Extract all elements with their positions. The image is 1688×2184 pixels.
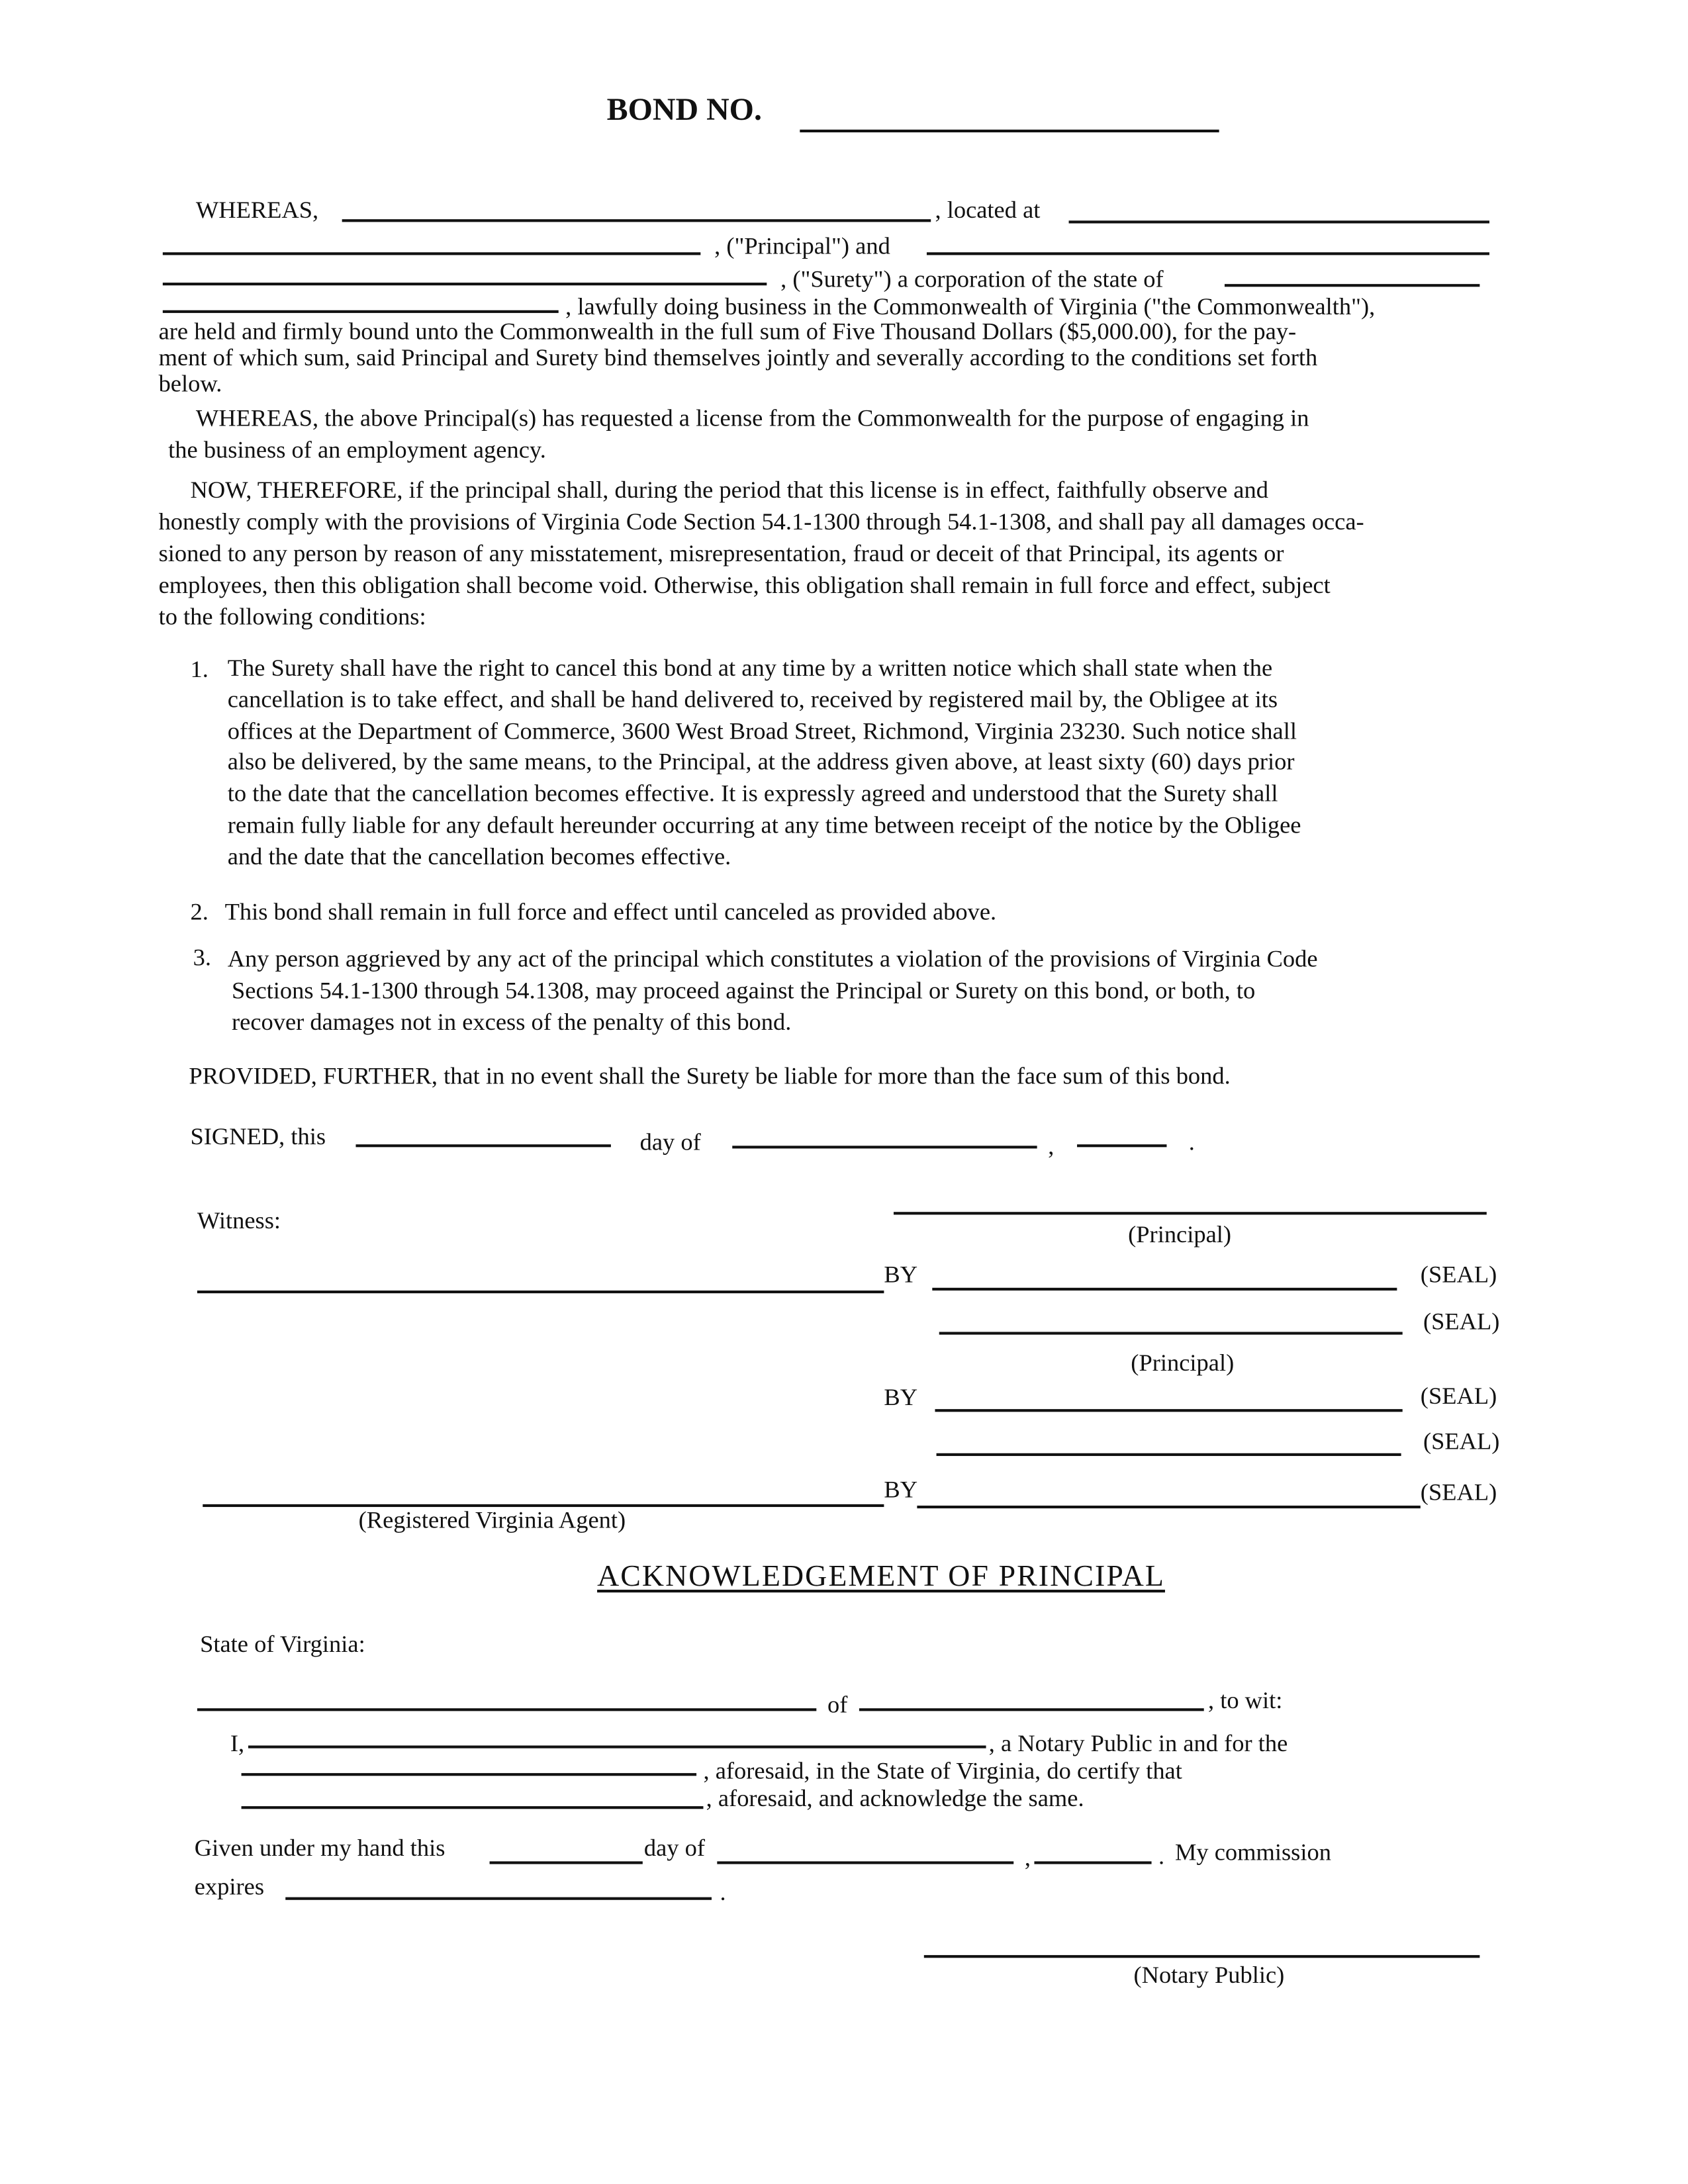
notary-signature-field[interactable]	[924, 1955, 1480, 1958]
aforesaid-acknowledge-text: , aforesaid, and acknowledge the same.	[706, 1784, 1084, 1812]
signed-day-field[interactable]	[355, 1144, 610, 1147]
signature-field[interactable]	[939, 1332, 1403, 1334]
notary-public-label: (Notary Public)	[1133, 1960, 1285, 1989]
text-line: recover damages not in excess of the penalty of this bond.	[231, 1007, 792, 1036]
text-line: ment of which sum, said Principal and Surety bind themselves jointly and severally according to the conditions set forth	[158, 343, 1318, 371]
county-of-field[interactable]	[859, 1708, 1204, 1711]
day-of-label: day of	[639, 1128, 701, 1156]
condition-1	[228, 652, 1301, 872]
text-line: offices at the Department of Commerce, 3600 West Broad Street, Richmond, Virginia 23230. Such notice shall	[227, 716, 1297, 745]
principal-label: (Principal)	[1131, 1348, 1235, 1377]
given-year-field[interactable]	[1034, 1861, 1151, 1864]
condition-2: This bond shall remain in full force and effect until canceled as provided above.	[224, 897, 997, 925]
seal-label: (SEAL)	[1420, 1260, 1497, 1288]
witness-signature-field[interactable]	[197, 1291, 884, 1293]
principal-name-field[interactable]	[342, 219, 931, 222]
whereas-paragraph	[168, 402, 1309, 466]
to-wit-label: , to wit:	[1207, 1686, 1283, 1714]
period: .	[1158, 1842, 1165, 1870]
seal-label: (SEAL)	[1420, 1478, 1497, 1506]
by-signature-field[interactable]	[932, 1288, 1397, 1291]
condition-number: 1.	[190, 655, 209, 683]
located-at-label: , located at	[935, 195, 1041, 224]
given-day-field[interactable]	[490, 1861, 643, 1864]
principal-and-label: , ("Principal") and	[714, 231, 890, 259]
surety-state-field-2[interactable]	[163, 310, 559, 313]
expires-label: expires	[194, 1872, 265, 1900]
lawfully-text: , lawfully doing business in the Commonwealth of Virginia ("the Commonwealth"),	[565, 292, 1376, 320]
now-therefore-paragraph	[159, 475, 1364, 633]
condition-number: 2.	[190, 897, 209, 925]
state-label: State of Virginia:	[200, 1629, 365, 1658]
text-line: honestly comply with the provisions of Virginia Code Section 54.1-1300 through 54.1-1308, and shall pay all damages occa-	[158, 507, 1364, 535]
text-line: Any person aggrieved by any act of the principal which constitutes a violation of the provisions of Virginia Code	[227, 944, 1318, 972]
text-line: and the date that the cancellation becomes effective.	[227, 842, 731, 870]
surety-name-field[interactable]	[927, 252, 1489, 255]
principal-address-field-2[interactable]	[163, 252, 700, 255]
by-label: BY	[884, 1475, 918, 1503]
whereas-label: WHEREAS,	[195, 195, 319, 224]
principal-address-field[interactable]	[1069, 220, 1489, 223]
aforesaid-text: , aforesaid, in the State of Virginia, do certify that	[703, 1756, 1182, 1784]
text-line: to the date that the cancellation becomes effective. It is expressly agreed and understood that the Surety shall	[227, 779, 1278, 807]
surety-name-field-2[interactable]	[163, 283, 767, 285]
jurisdiction-field[interactable]	[242, 1773, 696, 1776]
text-line: are held and firmly bound unto the Commonwealth in the full sum of Five Thousand Dollars ($5,000.00), for the pay-	[158, 317, 1297, 345]
by-label: BY	[884, 1383, 918, 1411]
notary-public-text: , a Notary Public in and for the	[988, 1729, 1288, 1757]
by-signature-field[interactable]	[935, 1409, 1402, 1412]
period: .	[720, 1878, 726, 1906]
of-label: of	[827, 1690, 848, 1718]
signed-month-field[interactable]	[732, 1146, 1037, 1148]
text-line: The Surety shall have the right to cancel this bond at any time by a written notice which shall state when the	[227, 653, 1273, 682]
bond-number-field[interactable]	[800, 130, 1219, 132]
text-line: the business of an employment agency.	[168, 435, 546, 463]
condition-number: 3.	[193, 942, 212, 971]
by-label: BY	[884, 1260, 918, 1288]
agent-by-signature-field[interactable]	[917, 1506, 1420, 1508]
day-of-label: day of	[643, 1833, 706, 1862]
given-label: Given under my hand this	[194, 1833, 445, 1862]
comma: ,	[1048, 1132, 1055, 1160]
registered-agent-label: (Registered Virginia Agent)	[358, 1505, 626, 1533]
comma: ,	[1024, 1843, 1031, 1872]
witness-label: Witness:	[197, 1206, 281, 1234]
surety-state-field[interactable]	[1225, 284, 1479, 287]
text-line: to the following conditions:	[158, 602, 426, 631]
i-label: I,	[230, 1729, 245, 1757]
text-line: cancellation is to take effect, and shall be hand delivered to, received by registered mail by, the Obligee at its	[227, 684, 1278, 713]
signed-year-field[interactable]	[1077, 1144, 1166, 1147]
seal-label: (SEAL)	[1423, 1306, 1500, 1335]
surety-label: , ("Surety") a corporation of the state of	[780, 264, 1164, 293]
text-line: also be delivered, by the same means, to the Principal, at the address given above, at least sixty (60) days prior	[227, 747, 1295, 776]
period: .	[1188, 1128, 1195, 1156]
certified-person-field[interactable]	[242, 1806, 704, 1809]
commission-expires-field[interactable]	[285, 1897, 712, 1900]
text-line: NOW, THEREFORE, if the principal shall, during the period that this license is in effect, faithfully observe and	[190, 475, 1268, 504]
text-line: employees, then this obligation shall become void. Otherwise, this obligation shall remain in full force and effect, subject	[158, 570, 1331, 599]
principal-label: (Principal)	[1128, 1220, 1232, 1248]
condition-3	[228, 943, 1318, 1038]
text-line: Sections 54.1-1300 through 54.1308, may proceed against the Principal or Surety on this bond, or both, to	[231, 976, 1256, 1004]
county-field[interactable]	[197, 1708, 816, 1711]
signature-field[interactable]	[937, 1453, 1401, 1456]
notary-name-field[interactable]	[248, 1745, 986, 1748]
seal-label: (SEAL)	[1423, 1427, 1500, 1455]
text-line: sioned to any person by reason of any misstatement, misrepresentation, fraud or deceit of that Principal, its agents or	[158, 539, 1284, 567]
text-line: remain fully liable for any default hereunder occurring at any time between receipt of the notice by the Obligee	[227, 810, 1301, 839]
commission-label: My commission	[1174, 1838, 1331, 1866]
seal-label: (SEAL)	[1420, 1381, 1497, 1410]
text-line: below.	[158, 369, 222, 397]
intro-paragraph	[159, 318, 1318, 397]
principal-signature-field[interactable]	[894, 1212, 1487, 1214]
bond-title: BOND NO.	[606, 92, 762, 127]
signed-label: SIGNED, this	[190, 1122, 326, 1150]
provided-further-text: PROVIDED, FURTHER, that in no event shall the Surety be liable for more than the face sum of this bond.	[189, 1062, 1231, 1089]
given-month-field[interactable]	[717, 1861, 1013, 1864]
acknowledgement-heading: ACKNOWLEDGEMENT OF PRINCIPAL	[597, 1558, 1165, 1593]
text-line: WHEREAS, the above Principal(s) has requested a license from the Commonwealth for the purpose of engaging in	[195, 404, 1309, 432]
